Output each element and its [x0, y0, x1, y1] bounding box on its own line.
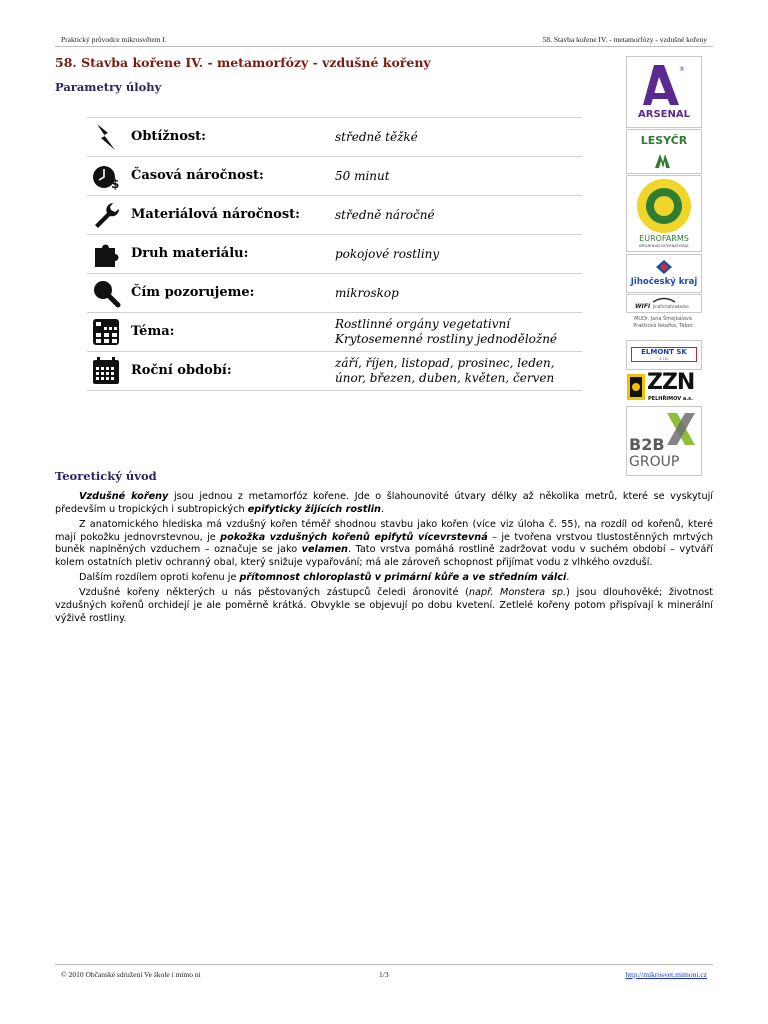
param-value: [335, 313, 580, 351]
b2b-group-logo: [626, 406, 702, 476]
param-value-line: středně těžké: [335, 129, 418, 144]
clock-money-icon: [91, 161, 121, 191]
arsenal-logo: [626, 56, 702, 128]
lesycr-logo: [626, 129, 702, 174]
param-row-season: [87, 351, 582, 391]
page-title: 58. Stavba kořene IV. - metamorfózy - vzdušné kořeny: [55, 55, 431, 70]
b2b-wordmark: B2B: [629, 435, 665, 454]
footer-copyright: © 2010 Občanské sdružení Ve škole i mimo ni: [61, 970, 201, 979]
text-run: Z anatomického hlediska má vzdušný kořen téměř shodnou stavbu jako kořen (více viz úloha č. 55), na rozdíl od kořenů, které mají pokožku jednovrstevnou, je: [55, 518, 713, 543]
param-value-line: Krytosemenné rostliny jednoděložné: [335, 332, 558, 346]
param-value: [335, 196, 580, 234]
tree-icon: [653, 150, 675, 170]
magnifier-icon: [91, 278, 121, 308]
svg-text:®: ®: [679, 66, 685, 73]
lightning-icon: [91, 122, 121, 152]
paragraph: [55, 519, 713, 570]
emphasis: velamen: [301, 544, 348, 556]
param-value-line: 50 minut: [335, 168, 390, 183]
sunburst-icon: [636, 178, 692, 234]
lesycr-wordmark: LESYČR: [640, 134, 688, 147]
regional-emblem-icon: [654, 258, 674, 276]
theory-text: [55, 491, 713, 628]
text-run: ) jsou dlouhověké; životnost vzdušných kořenů orchidejí je ale poměrně krátká. Obvykle se objevují po dobu kvetení. Zetlelé kořeny potom přispívají k minerální výživě rostliny.: [55, 587, 713, 625]
page-footer: [55, 964, 713, 981]
jihocesky-kraj-logo: [626, 254, 702, 293]
text-run: .: [566, 572, 570, 584]
wrench-icon: [91, 200, 121, 230]
arsenal-wordmark: ARSENAL: [638, 109, 690, 120]
param-label: Roční období:: [131, 363, 232, 378]
eurofarms-wordmark: EUROFARMS: [639, 234, 689, 243]
elmont-wordmark: ELMONT SK: [641, 348, 687, 356]
param-value-line: pokojové rostliny: [335, 246, 440, 261]
calendar-icon: [91, 356, 121, 386]
paragraph: [55, 491, 713, 517]
param-row-time: [87, 156, 582, 195]
text-run: Dalším rozdílem oproti kořenu je: [79, 572, 240, 584]
eurofarms-subtitle: SPEARHEAD INTERNATIONAL: [638, 244, 690, 248]
jihocesky-wordmark: Jihočeský kraj: [630, 277, 698, 287]
svg-text:$: $: [111, 177, 120, 191]
text-run: .: [380, 503, 385, 515]
emphasis: přítomnost chloroplastů v primární kůře a ve středním válci: [239, 572, 567, 584]
text-run: jsou jednou z metamorfóz kořene. Jde o šlahounovité útvary délky až několika metrů, které se vyskytují především u tropických i subtropických: [55, 491, 713, 515]
param-label: Obtížnost:: [131, 129, 206, 144]
wifi-logo: [626, 294, 702, 313]
emphasis: pokožka vzdušných kořenů epifytů vícevrstevná: [220, 531, 488, 543]
group-wordmark: GROUP: [629, 454, 680, 470]
param-value-line: září, říjen, listopad, prosinec, leden,: [335, 356, 555, 370]
param-row-topic: [87, 312, 582, 351]
param-row-observe-with: [87, 273, 582, 312]
topic-grid-icon: [91, 317, 121, 347]
doctor-sponsor-line1: MUDr. Jana Šmejkalová: [634, 316, 692, 322]
text-run: – je tvořena vrstvou tlustostěnných mrtvých buněk naplněných vzduchem – označuje se jako: [55, 531, 713, 556]
elmont-logo: [626, 340, 702, 370]
page-header: [55, 30, 713, 47]
param-value-line: únor, březen, duben, květen, červen: [335, 371, 555, 385]
zzn-logo: [626, 372, 700, 404]
param-value: [335, 157, 580, 195]
elmont-subtitle: s.r.o.: [659, 356, 669, 361]
zzn-wordmark: ZZN: [647, 372, 695, 395]
param-label: Časová náročnost:: [131, 168, 264, 183]
b2b-cross-icon: [663, 409, 699, 449]
header-left-text: Praktický průvodce mikrosvětem I.: [61, 35, 167, 44]
param-row-difficulty: [87, 117, 582, 156]
param-label: Druh materiálu:: [131, 246, 249, 261]
param-value-line: Rostlinné orgány vegetativní: [335, 317, 511, 331]
param-value: [335, 118, 580, 156]
paragraph: [55, 572, 713, 585]
param-label: Materiálová náročnost:: [131, 207, 300, 222]
text-run: Vzdušné kořeny některých u nás pěstovaných zástupců čeledi áronovité (: [79, 587, 469, 599]
param-value-line: mikroskop: [335, 285, 399, 300]
param-label: Čím pozorujeme:: [131, 285, 255, 300]
paragraph: [55, 587, 713, 625]
parameters-table: [87, 117, 582, 391]
puzzle-icon: [91, 239, 121, 269]
doctor-sponsor-line2: Praktická lékařka, Tábor: [633, 323, 693, 329]
zzn-emblem-icon: [627, 374, 645, 400]
eurofarms-logo: [626, 175, 702, 252]
text-run: . Tato vrstva pomáhá rostlině zadržovat vodu v suchém období – vytváří kolem ostatních pletiv ochranný obal, který snižuje vypařování; má ale zároveň schopnost přijímat vodu z vlhkého ovzduší.: [55, 544, 713, 569]
param-row-material-type: [87, 234, 582, 273]
zzn-subtitle: PELHŘIMOV a.s.: [648, 396, 694, 402]
param-value: [335, 274, 580, 312]
website-link[interactable]: http://mikrosvet.mimoni.cz: [625, 970, 707, 979]
emphasis: Vzdušné kořeny: [79, 491, 169, 502]
param-row-material-demand: [87, 195, 582, 234]
italic-run: např. Monstera sp.: [468, 587, 567, 599]
emphasis: epifyticky žijících rostlin: [247, 503, 381, 515]
wifi-wordmark: WIFI: [635, 303, 651, 310]
param-value: [335, 352, 580, 390]
param-value-line: středně náročné: [335, 207, 435, 222]
wifi-subtitle: Jindřichohradecko: [653, 304, 689, 309]
parameters-heading: Parametry úlohy: [55, 80, 162, 94]
theory-heading: Teoretický úvod: [55, 469, 157, 483]
wifi-swoosh-icon: [651, 296, 677, 304]
param-value: [335, 235, 580, 273]
param-label: Téma:: [131, 324, 175, 339]
page-number: 1/3: [379, 970, 389, 979]
header-right-text: 58. Stavba kořene IV. - metamorfózy - vzdušné kořeny: [542, 35, 707, 44]
